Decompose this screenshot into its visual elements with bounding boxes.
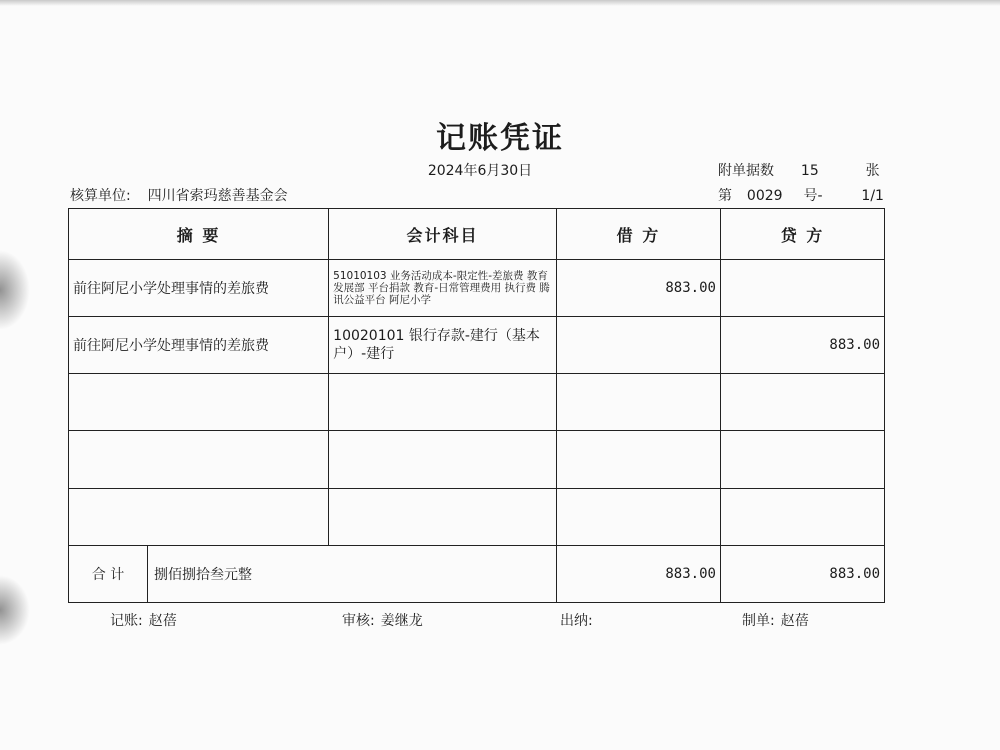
- table-row: [69, 260, 885, 317]
- table-row: [69, 431, 885, 488]
- total-cell: [69, 545, 557, 602]
- unit-label: 核算单位:: [70, 188, 131, 204]
- row-account: [329, 488, 557, 545]
- preparer-signature: [742, 610, 809, 630]
- scan-smudge: [0, 250, 30, 330]
- row-credit: [720, 431, 884, 488]
- row-summary: [69, 431, 329, 488]
- row-account: [329, 431, 557, 488]
- total-credit: 883.00: [720, 545, 884, 602]
- row-summary: 前往阿尼小学处理事情的差旅费: [69, 260, 329, 317]
- table-header-row: [69, 209, 885, 260]
- attachment-count: [718, 160, 880, 180]
- header-credit: 贷 方: [720, 209, 884, 260]
- row-account: 10020101 银行存款-建行（基本户）-建行: [329, 317, 557, 374]
- row-summary: 前往阿尼小学处理事情的差旅费: [69, 317, 329, 374]
- voucher-no-page: 1/1: [861, 188, 884, 204]
- preparer-name: 赵蓓: [780, 613, 809, 629]
- header-summary: 摘 要: [69, 209, 329, 260]
- voucher-no-suffix: 号-: [803, 188, 823, 204]
- table-row: [69, 374, 885, 431]
- total-row: [69, 545, 885, 602]
- reviewer-name: 姜继龙: [380, 613, 423, 629]
- preparer-label: 制单:: [742, 613, 775, 629]
- header-account: 会计科目: [329, 209, 557, 260]
- row-debit: [556, 317, 720, 374]
- unit-name: 四川省索玛慈善基金会: [147, 188, 288, 204]
- row-debit: [556, 431, 720, 488]
- voucher-date: 2024年6月30日: [427, 163, 533, 179]
- row-credit: [720, 260, 884, 317]
- accounting-unit: [70, 185, 288, 205]
- row-debit: 883.00: [556, 260, 720, 317]
- row-credit: [720, 488, 884, 545]
- row-summary: [69, 488, 329, 545]
- attachment-number: 15: [800, 163, 819, 179]
- row-debit: [556, 488, 720, 545]
- row-credit: 883.00: [720, 317, 884, 374]
- table-row: [69, 488, 885, 545]
- reviewer-signature: [342, 610, 423, 630]
- total-label: 合 计: [69, 546, 148, 602]
- table-row: [69, 317, 885, 374]
- bookkeeper-name: 赵蓓: [148, 613, 177, 629]
- row-credit: [720, 374, 884, 431]
- voucher-number: [718, 185, 884, 205]
- scan-smudge: [0, 575, 30, 645]
- total-amount-in-words: 捌佰捌拾叁元整: [154, 566, 252, 583]
- bookkeeper-label: 记账:: [110, 613, 143, 629]
- total-debit: 883.00: [556, 545, 720, 602]
- voucher-table: [68, 208, 885, 603]
- row-debit: [556, 374, 720, 431]
- row-account: 51010103 业务活动成本-限定性-差旅费 教育发展部 平台捐款 教育-日常管理费用 执行费 腾讯公益平台 阿尼小学: [329, 260, 557, 317]
- row-account: [329, 374, 557, 431]
- attachment-label: 附单据数: [718, 163, 774, 179]
- voucher-no-prefix: 第: [718, 188, 732, 204]
- cashier-label: 出纳:: [560, 613, 593, 629]
- reviewer-label: 审核:: [342, 613, 375, 629]
- voucher-no-number: 0029: [746, 188, 783, 204]
- attachment-unit: 张: [865, 163, 880, 179]
- voucher-title: 记账凭证: [436, 121, 564, 156]
- row-summary: [69, 374, 329, 431]
- cashier-signature: [560, 610, 599, 630]
- bookkeeper-signature: [110, 610, 177, 630]
- header-debit: 借 方: [556, 209, 720, 260]
- scan-edge-shadow: [0, 0, 1000, 6]
